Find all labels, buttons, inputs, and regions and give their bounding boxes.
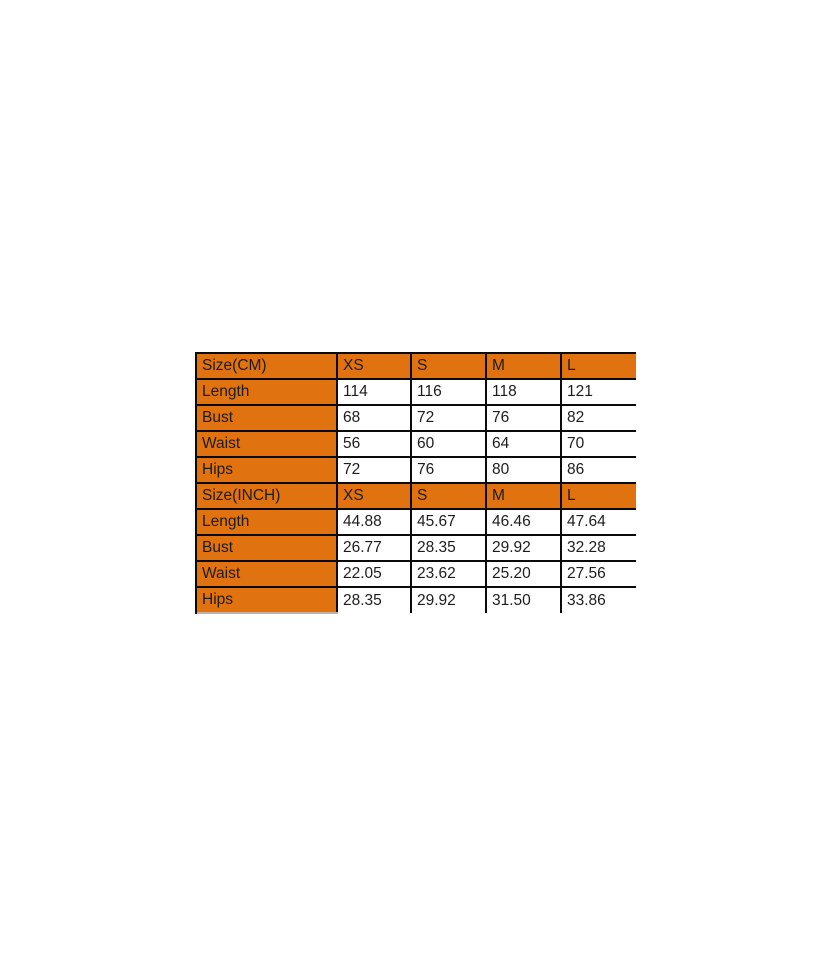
table-row-length-cm (196, 379, 636, 405)
value-cell: 76 (486, 405, 561, 431)
column-header-m: M (486, 353, 561, 379)
row-label: Waist (196, 431, 337, 457)
row-label: Length (196, 379, 337, 405)
column-header-s: S (411, 353, 486, 379)
column-header-l: L (561, 483, 636, 509)
value-cell: 45.67 (411, 509, 486, 535)
value-cell: 29.92 (486, 535, 561, 561)
table-row-size-inch-header (196, 483, 636, 509)
value-cell: 56 (337, 431, 411, 457)
column-header-s: S (411, 483, 486, 509)
row-label: Hips (196, 587, 337, 613)
value-cell: 29.92 (411, 587, 486, 613)
value-cell: 25.20 (486, 561, 561, 587)
value-cell: 82 (561, 405, 636, 431)
table-row-size-cm-header (196, 353, 636, 379)
value-cell: 60 (411, 431, 486, 457)
section-header-size-cm: Size(CM) (196, 353, 337, 379)
column-header-l: L (561, 353, 636, 379)
value-cell: 31.50 (486, 587, 561, 613)
value-cell: 47.64 (561, 509, 636, 535)
row-label: Waist (196, 561, 337, 587)
value-cell: 118 (486, 379, 561, 405)
value-cell: 64 (486, 431, 561, 457)
value-cell: 46.46 (486, 509, 561, 535)
value-cell: 68 (337, 405, 411, 431)
section-header-size-inch: Size(INCH) (196, 483, 337, 509)
table-row-waist-cm (196, 431, 636, 457)
value-cell: 86 (561, 457, 636, 483)
table-row-hips-cm (196, 457, 636, 483)
table-row-hips-inch (196, 587, 636, 613)
value-cell: 72 (411, 405, 486, 431)
value-cell: 121 (561, 379, 636, 405)
value-cell: 26.77 (337, 535, 411, 561)
row-label: Bust (196, 535, 337, 561)
row-label: Hips (196, 457, 337, 483)
column-header-xs: XS (337, 483, 411, 509)
row-label: Length (196, 509, 337, 535)
value-cell: 80 (486, 457, 561, 483)
value-cell: 70 (561, 431, 636, 457)
value-cell: 72 (337, 457, 411, 483)
row-label: Bust (196, 405, 337, 431)
value-cell: 28.35 (337, 587, 411, 613)
column-header-m: M (486, 483, 561, 509)
value-cell: 76 (411, 457, 486, 483)
table-row-bust-inch (196, 535, 636, 561)
table-row-waist-inch (196, 561, 636, 587)
value-cell: 32.28 (561, 535, 636, 561)
table-row-bust-cm (196, 405, 636, 431)
size-chart-table (195, 352, 636, 614)
value-cell: 114 (337, 379, 411, 405)
value-cell: 22.05 (337, 561, 411, 587)
value-cell: 23.62 (411, 561, 486, 587)
value-cell: 116 (411, 379, 486, 405)
value-cell: 33.86 (561, 587, 636, 613)
column-header-xs: XS (337, 353, 411, 379)
value-cell: 44.88 (337, 509, 411, 535)
value-cell: 28.35 (411, 535, 486, 561)
value-cell: 27.56 (561, 561, 636, 587)
table-row-length-inch (196, 509, 636, 535)
